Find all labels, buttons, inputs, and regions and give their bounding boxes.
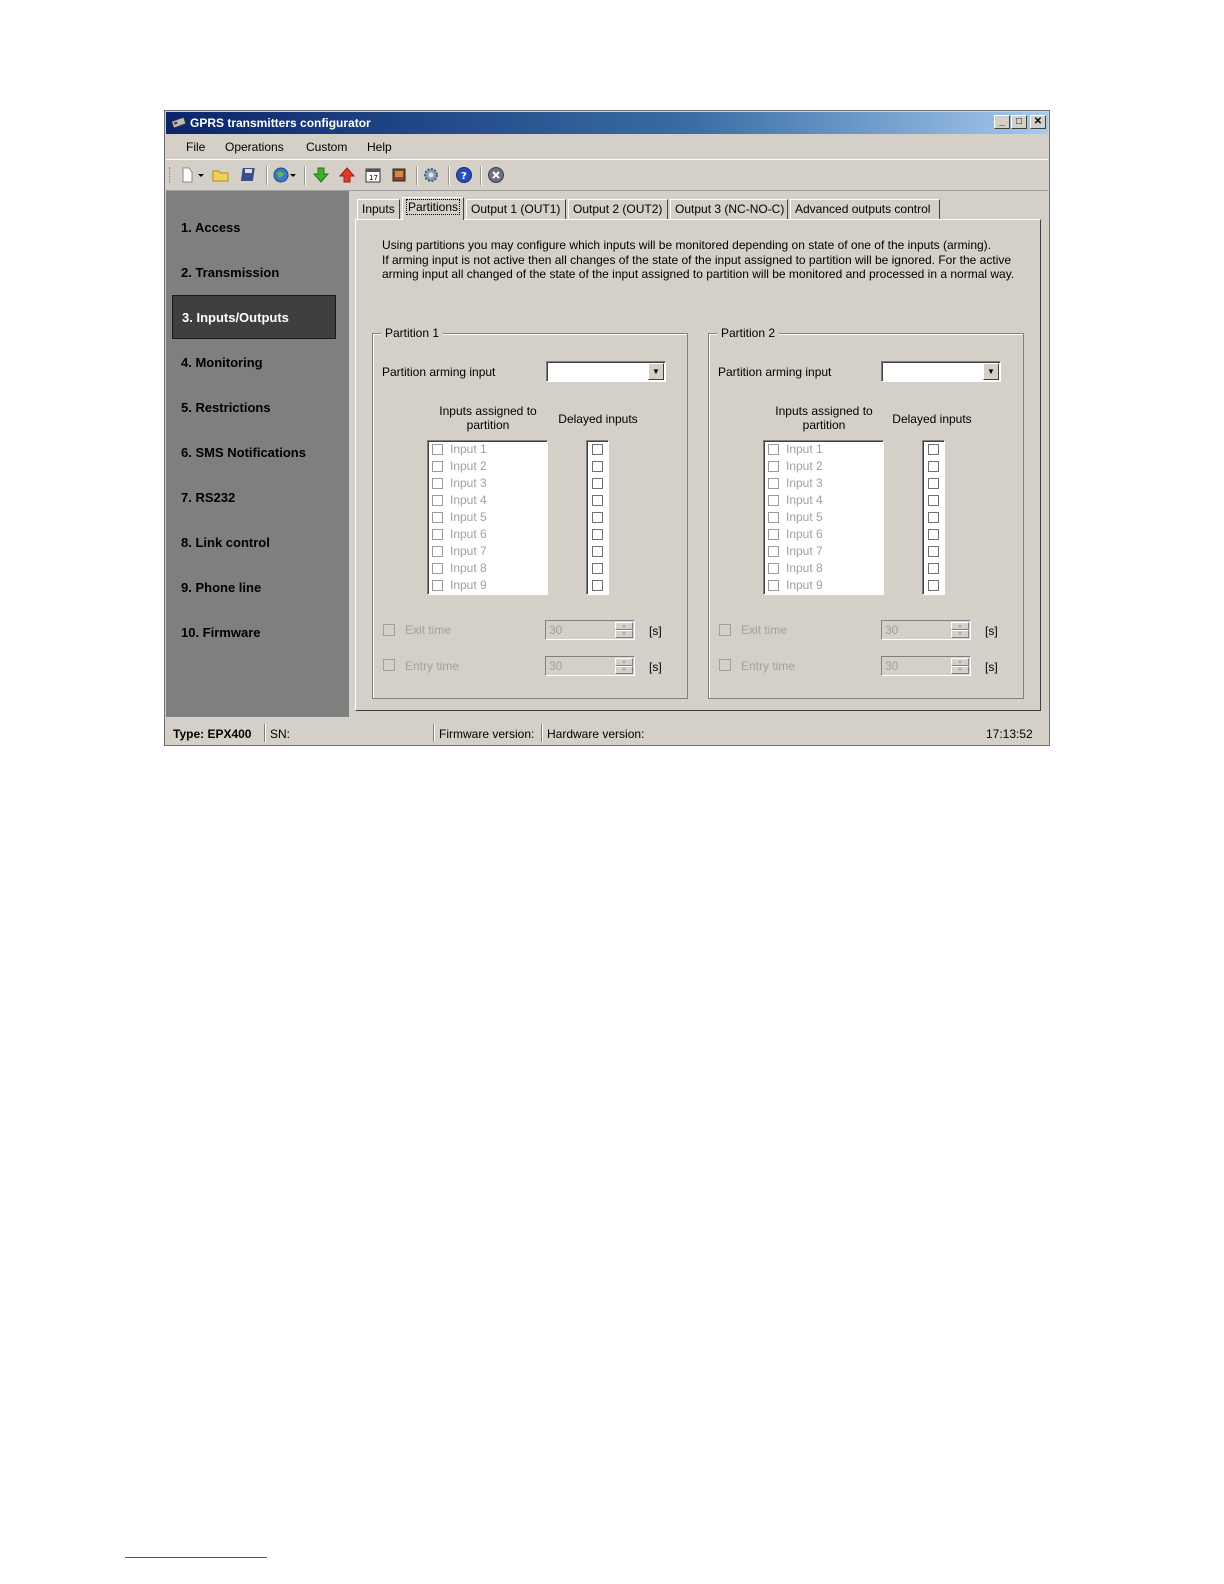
tab-output-1[interactable]: Output 1 (OUT1) bbox=[466, 199, 566, 219]
delayed-checkbox[interactable] bbox=[928, 546, 939, 557]
delayed-inputs-list[interactable] bbox=[922, 440, 945, 595]
list-item[interactable]: Input 3 bbox=[432, 475, 487, 492]
exit-time-checkbox[interactable] bbox=[383, 624, 395, 636]
delayed-checkbox[interactable] bbox=[928, 529, 939, 540]
checkbox[interactable] bbox=[432, 512, 443, 523]
serial-number: SN: bbox=[270, 727, 291, 741]
sidebar bbox=[166, 191, 349, 717]
exit-time-checkbox[interactable] bbox=[719, 624, 731, 636]
entry-time-unit: [s] bbox=[985, 660, 998, 674]
chevron-down-icon[interactable] bbox=[196, 166, 206, 184]
delayed-checkbox[interactable] bbox=[592, 512, 603, 523]
toolbar bbox=[166, 159, 1048, 191]
partition-1-group bbox=[372, 326, 688, 699]
clock: 17:13:52 bbox=[986, 727, 1033, 741]
list-item[interactable]: Input 2 bbox=[432, 458, 487, 475]
chevron-down-icon[interactable]: ▼ bbox=[648, 363, 664, 380]
delayed-checkbox[interactable] bbox=[928, 478, 939, 489]
menu-operations[interactable]: Operations bbox=[225, 140, 284, 154]
chevron-down-icon[interactable]: ▼ bbox=[983, 363, 999, 380]
assigned-inputs-list[interactable] bbox=[763, 440, 884, 595]
delayed-checkbox[interactable] bbox=[592, 444, 603, 455]
svg-text:17: 17 bbox=[369, 174, 378, 182]
delayed-checkbox[interactable] bbox=[928, 580, 939, 591]
partitions-description: Using partitions you may configure which inputs will be monitored depending on state of one of the inputs (arming). If arming input is not active then all changes of the state of the input assigned to partition will be ignored. For the active arming input all changed of the state of the input assigned to partition will be monitored and processed in a normal way. bbox=[382, 238, 1015, 281]
checkbox[interactable] bbox=[432, 444, 443, 455]
app-logo-icon bbox=[171, 116, 187, 129]
open-folder-icon[interactable] bbox=[212, 166, 230, 184]
footnote-divider bbox=[125, 1557, 267, 1558]
checkbox[interactable] bbox=[768, 563, 779, 574]
save-icon[interactable] bbox=[240, 166, 258, 184]
delayed-checkbox[interactable] bbox=[592, 495, 603, 506]
exit-time-spinner[interactable]: 30 ▲ ▼ bbox=[545, 620, 635, 640]
sidebar-item-rs232[interactable]: 7. RS232 bbox=[181, 490, 236, 505]
menu-help[interactable]: Help bbox=[367, 140, 392, 154]
checkbox[interactable] bbox=[768, 529, 779, 540]
delayed-checkbox[interactable] bbox=[928, 563, 939, 574]
entry-time-checkbox[interactable] bbox=[383, 659, 395, 671]
spin-down-icon[interactable]: ▼ bbox=[615, 630, 633, 638]
book-icon[interactable] bbox=[390, 166, 408, 184]
new-icon[interactable] bbox=[178, 166, 196, 184]
exit-time-label: Exit time bbox=[405, 623, 452, 637]
menu-custom[interactable]: Custom bbox=[306, 140, 348, 154]
list-item[interactable]: Input 1 bbox=[432, 441, 487, 458]
spin-up-icon[interactable]: ▲ bbox=[951, 622, 969, 630]
list-item[interactable]: Input 7 bbox=[432, 543, 487, 560]
list-item[interactable]: Input 9 bbox=[768, 577, 823, 594]
checkbox[interactable] bbox=[768, 461, 779, 472]
list-item[interactable]: Input 9 bbox=[432, 577, 487, 594]
delayed-checkbox[interactable] bbox=[928, 495, 939, 506]
delayed-checkbox[interactable] bbox=[928, 461, 939, 472]
list-item[interactable]: Input 3 bbox=[768, 475, 823, 492]
close-button[interactable]: ✕ bbox=[1030, 115, 1046, 129]
checkbox[interactable] bbox=[432, 529, 443, 540]
arming-input-select[interactable] bbox=[881, 361, 1001, 382]
delayed-checkbox[interactable] bbox=[592, 563, 603, 574]
download-icon[interactable] bbox=[312, 166, 330, 184]
delayed-checkbox[interactable] bbox=[592, 478, 603, 489]
list-item[interactable]: Input 2 bbox=[768, 458, 823, 475]
spin-up-icon[interactable]: ▲ bbox=[615, 622, 633, 630]
settings-icon[interactable] bbox=[422, 166, 440, 184]
main-panel bbox=[351, 191, 1045, 717]
sidebar-item-restrictions[interactable]: 5. Restrictions bbox=[181, 400, 271, 415]
entry-time-unit: [s] bbox=[649, 660, 662, 674]
list-item[interactable]: Input 6 bbox=[768, 526, 823, 543]
spin-down-icon[interactable]: ▼ bbox=[951, 630, 969, 638]
assigned-inputs-list[interactable] bbox=[427, 440, 548, 595]
tab-output-3[interactable]: Output 3 (NC-NO-C) bbox=[670, 199, 788, 219]
sidebar-item-sms-notifications[interactable]: 6. SMS Notifications bbox=[181, 445, 306, 460]
assigned-inputs-header: Inputs assigned to partition bbox=[775, 404, 873, 432]
sidebar-item-access[interactable]: 1. Access bbox=[181, 220, 241, 235]
spin-down-icon[interactable]: ▼ bbox=[951, 666, 969, 674]
tab-partitions[interactable]: Partitions bbox=[402, 197, 464, 220]
delayed-checkbox[interactable] bbox=[592, 461, 603, 472]
list-item[interactable]: Input 4 bbox=[432, 492, 487, 509]
firmware-version: Firmware version: bbox=[439, 727, 535, 741]
exit-time-unit: [s] bbox=[985, 624, 998, 638]
help-icon[interactable] bbox=[455, 166, 473, 184]
calendar-icon[interactable] bbox=[364, 166, 382, 184]
tab-advanced-outputs-control[interactable]: Advanced outputs control bbox=[790, 199, 940, 219]
checkbox[interactable] bbox=[768, 512, 779, 523]
list-item[interactable]: Input 7 bbox=[768, 543, 823, 560]
tab-inputs[interactable]: Inputs bbox=[357, 199, 400, 219]
title-bar[interactable] bbox=[166, 112, 1048, 134]
spin-down-icon[interactable]: ▼ bbox=[615, 666, 633, 674]
delayed-inputs-header: Delayed inputs bbox=[892, 412, 972, 426]
list-item[interactable]: Input 6 bbox=[432, 526, 487, 543]
sidebar-item-monitoring[interactable]: 4. Monitoring bbox=[181, 355, 263, 370]
checkbox[interactable] bbox=[768, 495, 779, 506]
delayed-checkbox[interactable] bbox=[928, 444, 939, 455]
sidebar-item-transmission[interactable]: 2. Transmission bbox=[181, 265, 280, 280]
assigned-inputs-header: Inputs assigned to partition bbox=[439, 404, 537, 432]
partition-title: Partition 1 bbox=[381, 326, 443, 340]
exit-time-unit: [s] bbox=[649, 624, 662, 638]
delayed-inputs-list[interactable] bbox=[586, 440, 609, 595]
delayed-inputs-header: Delayed inputs bbox=[558, 412, 638, 426]
menu-file[interactable]: File bbox=[186, 140, 206, 154]
list-item[interactable]: Input 1 bbox=[768, 441, 823, 458]
exit-time-spinner[interactable]: 30 ▲ ▼ bbox=[881, 620, 971, 640]
disconnect-icon[interactable] bbox=[487, 166, 505, 184]
sidebar-item-phone-line[interactable]: 9. Phone line bbox=[181, 580, 262, 595]
list-item[interactable]: Input 5 bbox=[432, 509, 487, 526]
checkbox[interactable] bbox=[432, 478, 443, 489]
spin-up-icon[interactable]: ▲ bbox=[951, 658, 969, 666]
maximize-button[interactable]: □ bbox=[1011, 115, 1027, 129]
arming-input-select[interactable] bbox=[546, 361, 666, 382]
checkbox[interactable] bbox=[432, 580, 443, 591]
partition-2-group bbox=[708, 326, 1024, 699]
checkbox[interactable] bbox=[432, 461, 443, 472]
sidebar-item-link-control[interactable]: 8. Link control bbox=[181, 535, 270, 550]
minimize-button[interactable]: _ bbox=[994, 115, 1010, 129]
arming-input-label: Partition arming input bbox=[718, 365, 832, 379]
delayed-checkbox[interactable] bbox=[592, 529, 603, 540]
entry-time-label: Entry time bbox=[405, 659, 460, 673]
checkbox[interactable] bbox=[432, 495, 443, 506]
window-title: GPRS transmitters configurator bbox=[190, 116, 371, 130]
list-item[interactable]: Input 5 bbox=[768, 509, 823, 526]
checkbox[interactable] bbox=[432, 563, 443, 574]
status-bar bbox=[166, 721, 1048, 745]
list-item[interactable]: Input 4 bbox=[768, 492, 823, 509]
arming-input-label: Partition arming input bbox=[382, 365, 496, 379]
partitions-panel bbox=[355, 219, 1041, 711]
chevron-down-icon[interactable] bbox=[288, 166, 298, 184]
checkbox[interactable] bbox=[768, 444, 779, 455]
checkbox[interactable] bbox=[768, 546, 779, 557]
hardware-version: Hardware version: bbox=[547, 727, 645, 741]
list-item[interactable]: Input 8 bbox=[768, 560, 823, 577]
delayed-checkbox[interactable] bbox=[592, 580, 603, 591]
list-item[interactable]: Input 8 bbox=[432, 560, 487, 577]
sidebar-item-inputs-outputs[interactable]: 3. Inputs/Outputs bbox=[172, 295, 336, 339]
tab-output-2[interactable]: Output 2 (OUT2) bbox=[568, 199, 668, 219]
checkbox[interactable] bbox=[768, 580, 779, 591]
menu-bar bbox=[166, 135, 1048, 157]
exit-time-label: Exit time bbox=[741, 623, 788, 637]
upload-icon[interactable] bbox=[338, 166, 356, 184]
app-window bbox=[164, 110, 1050, 746]
checkbox[interactable] bbox=[432, 546, 443, 557]
entry-time-checkbox[interactable] bbox=[719, 659, 731, 671]
delayed-checkbox[interactable] bbox=[592, 546, 603, 557]
device-type: Type: EPX400 bbox=[173, 727, 252, 741]
entry-time-label: Entry time bbox=[741, 659, 796, 673]
entry-time-spinner[interactable]: 30 ▲ ▼ bbox=[881, 656, 971, 676]
toolbar-grip[interactable] bbox=[169, 167, 173, 183]
delayed-checkbox[interactable] bbox=[928, 512, 939, 523]
partition-title: Partition 2 bbox=[717, 326, 779, 340]
checkbox[interactable] bbox=[768, 478, 779, 489]
sidebar-item-firmware[interactable]: 10. Firmware bbox=[181, 625, 261, 640]
entry-time-spinner[interactable]: 30 ▲ ▼ bbox=[545, 656, 635, 676]
spin-up-icon[interactable]: ▲ bbox=[615, 658, 633, 666]
svg-text:?: ? bbox=[461, 171, 467, 182]
